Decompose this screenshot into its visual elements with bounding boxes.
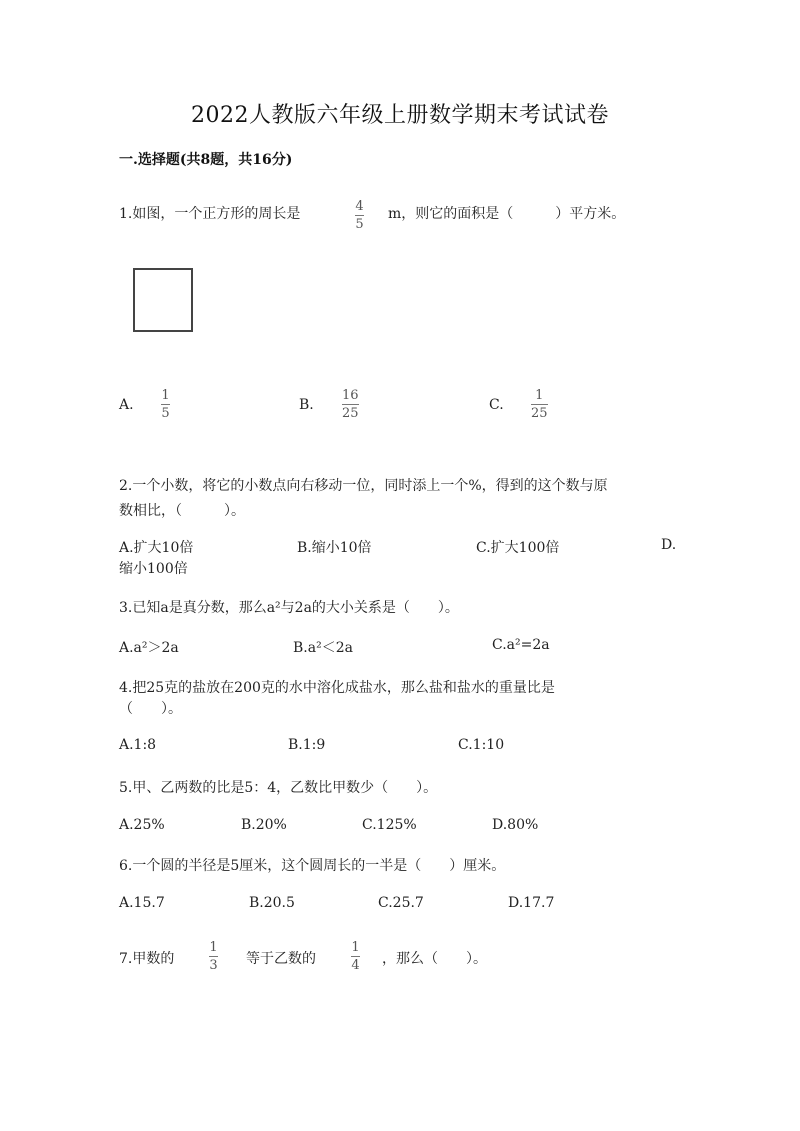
q7-fraction-2-denominator: 4 [351,958,360,973]
q2-option-d: D. [661,537,677,553]
q1-option-c-numerator: 1 [535,388,544,403]
q1-option-b-denominator: 25 [342,406,359,421]
q1-option-a-label: A. [119,397,134,413]
q1-option-b-fraction [342,388,359,421]
q2-text-line1: 2.一个小数，将它的小数点向右移动一位，同时添上一个%，得到的这个数与原 [119,478,608,494]
q2-option-b: B.缩小10倍 [297,540,372,556]
q5-option-d: D.80% [492,817,539,833]
fraction-bar [209,956,218,957]
q1-option-a-fraction [161,388,170,421]
q5-option-c: C.125% [362,817,417,833]
q1-fraction-denominator: 5 [355,217,364,232]
q4-text-line1: 4.把25克的盐放在200克的水中溶化成盐水，那么盐和盐水的重量比是 [119,680,555,696]
q5-option-a: A.25% [119,817,165,833]
fraction-bar [355,215,364,216]
q1-option-c-label: C. [489,397,504,413]
q7-text-part1: 7.甲数的 [119,951,175,967]
q3-option-c: C.a²=2a [492,637,550,653]
q6-option-a: A.15.7 [119,895,165,911]
fraction-bar [342,404,359,405]
q1-option-c-denominator: 25 [531,406,548,421]
q1-option-a-denominator: 5 [161,406,170,421]
q2-option-c: C.扩大100倍 [476,540,560,556]
square-figure [133,268,193,332]
q2-option-d-continued: 缩小100倍 [119,561,188,577]
q2-text-line2: 数相比，（ ）。 [119,503,245,519]
q7-fraction-2-numerator: 1 [351,940,360,955]
q1-option-a-numerator: 1 [161,388,170,403]
q6-option-c: C.25.7 [378,895,424,911]
q5-option-b: B.20% [241,817,287,833]
q1-option-b-label: B. [299,397,314,413]
q1-text-before: 1.如图，一个正方形的周长是 [119,206,301,222]
q7-text-part3: ，那么（ ）。 [382,951,487,967]
q7-text-part2: 等于乙数的 [246,951,316,967]
q1-option-b-numerator: 16 [342,388,359,403]
q1-fraction-numerator: 4 [355,199,364,214]
q7-fraction-1 [209,940,218,973]
q3-option-b: B.a²＜2a [293,640,353,656]
q1-fraction [355,199,364,232]
q7-fraction-1-numerator: 1 [209,940,218,955]
q7-fraction-2 [351,940,360,973]
fraction-bar [531,404,548,405]
q6-option-d: D.17.7 [508,895,555,911]
section-heading: 一.选择题(共8题，共16分) [119,152,293,168]
q6-option-b: B.20.5 [249,895,295,911]
fraction-bar [351,956,360,957]
q3-text: 3.已知a是真分数，那么a²与2a的大小关系是（ ）。 [119,600,459,616]
q5-text: 5.甲、乙两数的比是5：4，乙数比甲数少（ ）。 [119,780,438,796]
q4-option-a: A.1:8 [119,737,157,753]
q1-option-c-fraction [531,388,548,421]
q4-option-b: B.1:9 [288,737,326,753]
fraction-bar [161,404,170,405]
q2-option-a: A.扩大10倍 [119,540,194,556]
q7-fraction-1-denominator: 3 [209,958,218,973]
page-title: 2022人教版六年级上册数学期末考试试卷 [191,103,609,128]
q4-option-c: C.1:10 [458,737,505,753]
q1-text-after: m，则它的面积是（ ）平方米。 [388,206,626,222]
q4-text-line2: （ ）。 [119,701,182,717]
q6-text: 6.一个圆的半径是5厘米，这个圆周长的一半是（ ）厘米。 [119,858,506,874]
q3-option-a: A.a²＞2a [119,640,179,656]
